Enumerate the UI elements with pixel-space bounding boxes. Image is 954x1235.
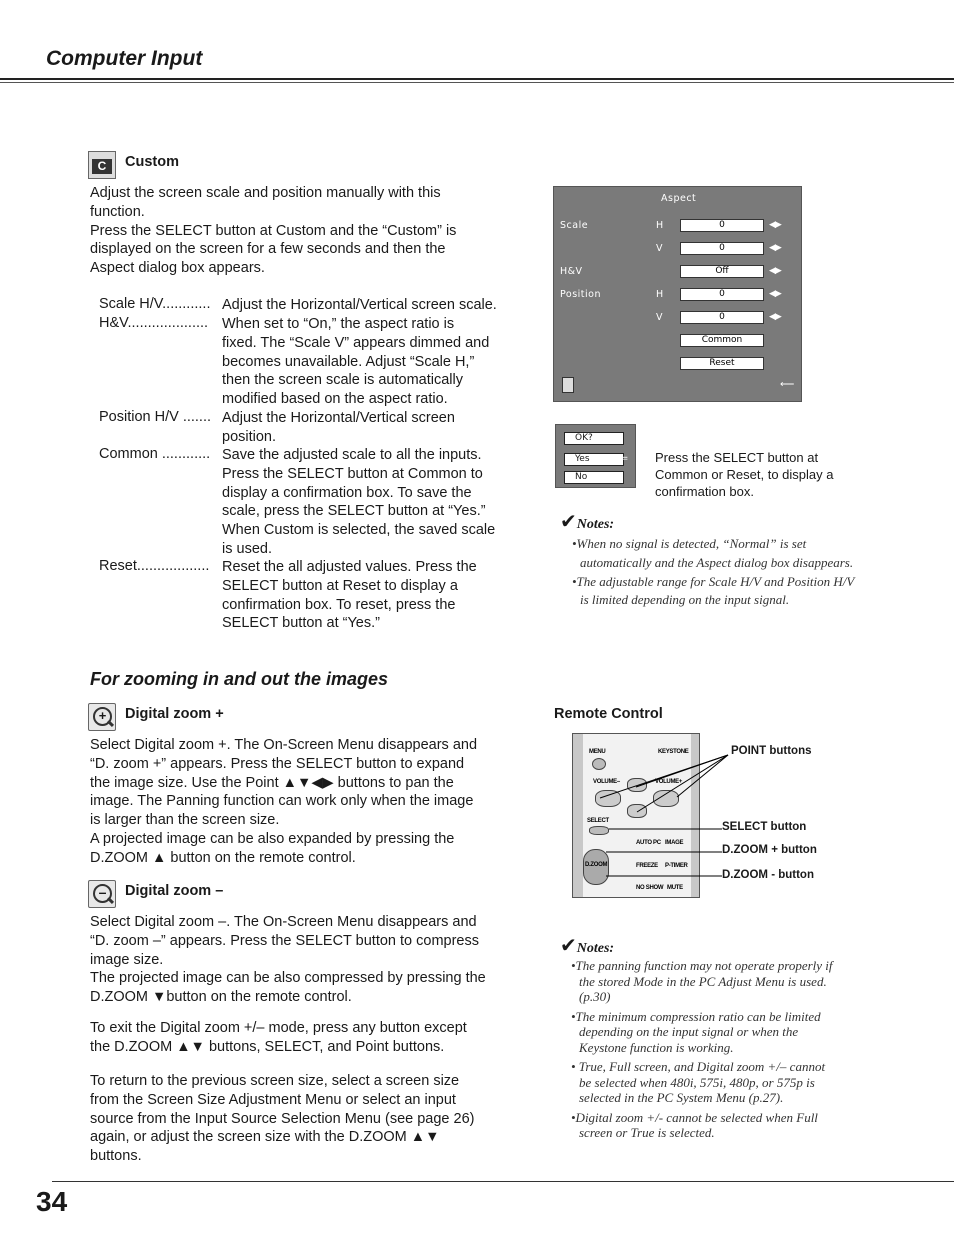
hv-field[interactable]: Off — [680, 265, 764, 278]
zoom-in-text: Select Digital zoom +. The On-Screen Menu disappears and “D. zoom +” appears. Press the SELECT button to expand the image size. Use the Point ▲▼◀▶ buttons to pan the image. The Panning function can work only when the image is larger than the screen size. A projected image can be also expanded by pressing the D.ZOOM ▲ button on the remote control. — [90, 737, 478, 866]
pos-h-label: H — [656, 289, 664, 300]
header-rule-thin — [0, 82, 954, 83]
zoom-out-icon: – — [88, 880, 116, 908]
aspect-title: Aspect — [661, 193, 697, 204]
checkmark-icon: ✔ — [560, 511, 577, 533]
def-term-hv: H&V.................... — [99, 315, 209, 331]
scale-v-label: V — [656, 243, 663, 254]
hv-label: H&V — [560, 266, 583, 277]
pos-v-field[interactable]: 0 — [680, 311, 764, 324]
def-desc-common: Save the adjusted scale to all the inputs. Press the SELECT button at Common to display a confirmation box. To save the scale, press the SELECT button at “Yes.” When Custom is selected, the saved scale is used. — [222, 447, 496, 557]
remote-label-freeze: FREEZE — [636, 863, 658, 869]
page-number: 34 — [36, 1186, 68, 1217]
pos-v-arrows-icon[interactable]: ◀▶ — [769, 311, 781, 321]
remote-label-image: IMAGE — [665, 840, 684, 846]
remote-label-autopc: AUTO PC — [636, 840, 661, 846]
exit-zoom-text: To exit the Digital zoom +/– mode, press any button except the D.ZOOM ▲▼ buttons, SELECT, and Point buttons. — [90, 1020, 467, 1055]
def-term-scale: Scale H/V............ — [99, 296, 211, 312]
footer-rule — [52, 1181, 954, 1182]
remote-label-mute: MUTE — [667, 885, 683, 891]
callout-point-buttons: POINT buttons — [731, 745, 812, 757]
pos-h-arrows-icon[interactable]: ◀▶ — [769, 288, 781, 298]
scale-label: Scale — [560, 220, 589, 231]
confirm-yes-button[interactable]: Yes — [564, 453, 624, 466]
def-desc-hv: When set to “On,” the aspect ratio is fixed. The “Scale V” appears dimmed and becomes unavailable. Adjust “Scale H,” then the screen scale is automatically modified based on the aspect ratio. — [222, 316, 490, 408]
position-label: Position — [560, 289, 601, 300]
pointer-arrow-icon: ⇐ — [618, 451, 629, 465]
pos-h-field[interactable]: 0 — [680, 288, 764, 301]
zoom-out-title: Digital zoom – — [125, 883, 224, 899]
custom-icon: C — [88, 151, 116, 179]
confirm-question: OK? — [564, 432, 624, 445]
confirm-caption: Press the SELECT button at Common or Reset, to display a confirmation box. — [655, 450, 834, 499]
def-desc-reset: Reset the all adjusted values. Press the SELECT button at Reset to display a confirmation box. To reset, press the SELECT button at “Yes.” — [222, 559, 477, 632]
zoom-heading: For zooming in and out the images — [90, 669, 389, 689]
def-term-reset: Reset.................. — [99, 558, 210, 574]
aspect-dialog — [553, 186, 802, 402]
exit-icon[interactable] — [562, 377, 574, 393]
callout-dzoom-minus: D.ZOOM - button — [722, 869, 814, 881]
zoom-in-icon: + — [88, 703, 116, 731]
remote-label-dzoom: D.ZOOM — [585, 862, 608, 868]
remote-label-noshow: NO SHOW — [636, 885, 664, 891]
scale-h-field[interactable]: 0 — [680, 219, 764, 232]
remote-label-vol-plus: VOLUME+ — [655, 779, 683, 785]
def-desc-position: Adjust the Horizontal/Vertical screen position. — [222, 410, 455, 445]
remote-heading: Remote Control — [554, 706, 663, 722]
confirmation-box — [555, 424, 636, 488]
checkmark-icon: ✔ — [560, 935, 577, 957]
hv-arrows-icon[interactable]: ◀▶ — [769, 265, 781, 275]
pos-v-label: V — [656, 312, 663, 323]
scale-h-label: H — [656, 220, 664, 231]
notes2-header: ✔Notes: — [560, 935, 615, 957]
remote-label-vol-minus: VOLUME– — [593, 779, 620, 785]
callout-dzoom-plus: D.ZOOM + button — [722, 844, 817, 856]
reset-button[interactable]: Reset — [680, 357, 764, 370]
header-rule — [0, 78, 954, 80]
scale-v-field[interactable]: 0 — [680, 242, 764, 255]
callout-lines — [560, 740, 740, 890]
custom-title: Custom — [125, 154, 179, 170]
def-term-common: Common ............ — [99, 446, 211, 462]
remote-label-select: SELECT — [587, 818, 609, 824]
return-size-text: To return to the previous screen size, select a screen size from the Screen Size Adjustment Menu or select an input source from the Input Source Selection Menu (see page 26) again, or adjust the screen size with the D.ZOOM ▲▼ buttons. — [90, 1073, 475, 1165]
scale-h-arrows-icon[interactable]: ◀▶ — [769, 219, 781, 229]
notes2-list: •The panning function may not operate properly if the stored Mode in the PC Adjust Menu is used. (p.30) •The minimum compression ratio can be limited depending on the input signal or when the Keystone function is working. • True, Full screen, and Digital zoom +/– cannot be selected when 480i, 575i, 480p, or 575p is selected in the PC System Menu (p.27). •Digital zoom +/- cannot be selected when Full screen or True is selected. — [571, 958, 833, 1140]
common-button[interactable]: Common — [680, 334, 764, 347]
def-desc-scale: Adjust the Horizontal/Vertical screen scale. — [222, 297, 497, 313]
back-arrow-icon[interactable]: ⟵ — [780, 379, 795, 390]
zoom-out-text: Select Digital zoom –. The On-Screen Menu disappears and “D. zoom –” appears. Press the SELECT button to compress image size. The projected image can be also compressed by pressing the D.ZOOM ▼button on the remote control. — [90, 914, 486, 1006]
notes1-header: ✔Notes: — [560, 511, 615, 533]
scale-v-arrows-icon[interactable]: ◀▶ — [769, 242, 781, 252]
def-term-position: Position H/V ....... — [99, 409, 212, 425]
notes1-list: •When no signal is detected, “Normal” is set automatically and the Aspect dialog box disappears. •The adjustable range for Scale H/V and Position H/V is limited depending on the input signal. — [572, 536, 855, 608]
zoom-in-title: Digital zoom + — [125, 706, 224, 722]
confirm-no-button[interactable]: No — [564, 471, 624, 484]
remote-label-keystone: KEYSTONE — [658, 749, 689, 755]
remote-label-menu: MENU — [589, 749, 606, 755]
remote-label-ptimer: P-TIMER — [665, 863, 688, 869]
page-header-title: Computer Input — [46, 47, 203, 70]
callout-select-button: SELECT button — [722, 821, 807, 833]
custom-intro: Adjust the screen scale and position manually with this function. Press the SELECT button at Custom and the “Custom” is displayed on the screen for a few seconds and then the Aspect dialog box appears. — [90, 185, 457, 277]
